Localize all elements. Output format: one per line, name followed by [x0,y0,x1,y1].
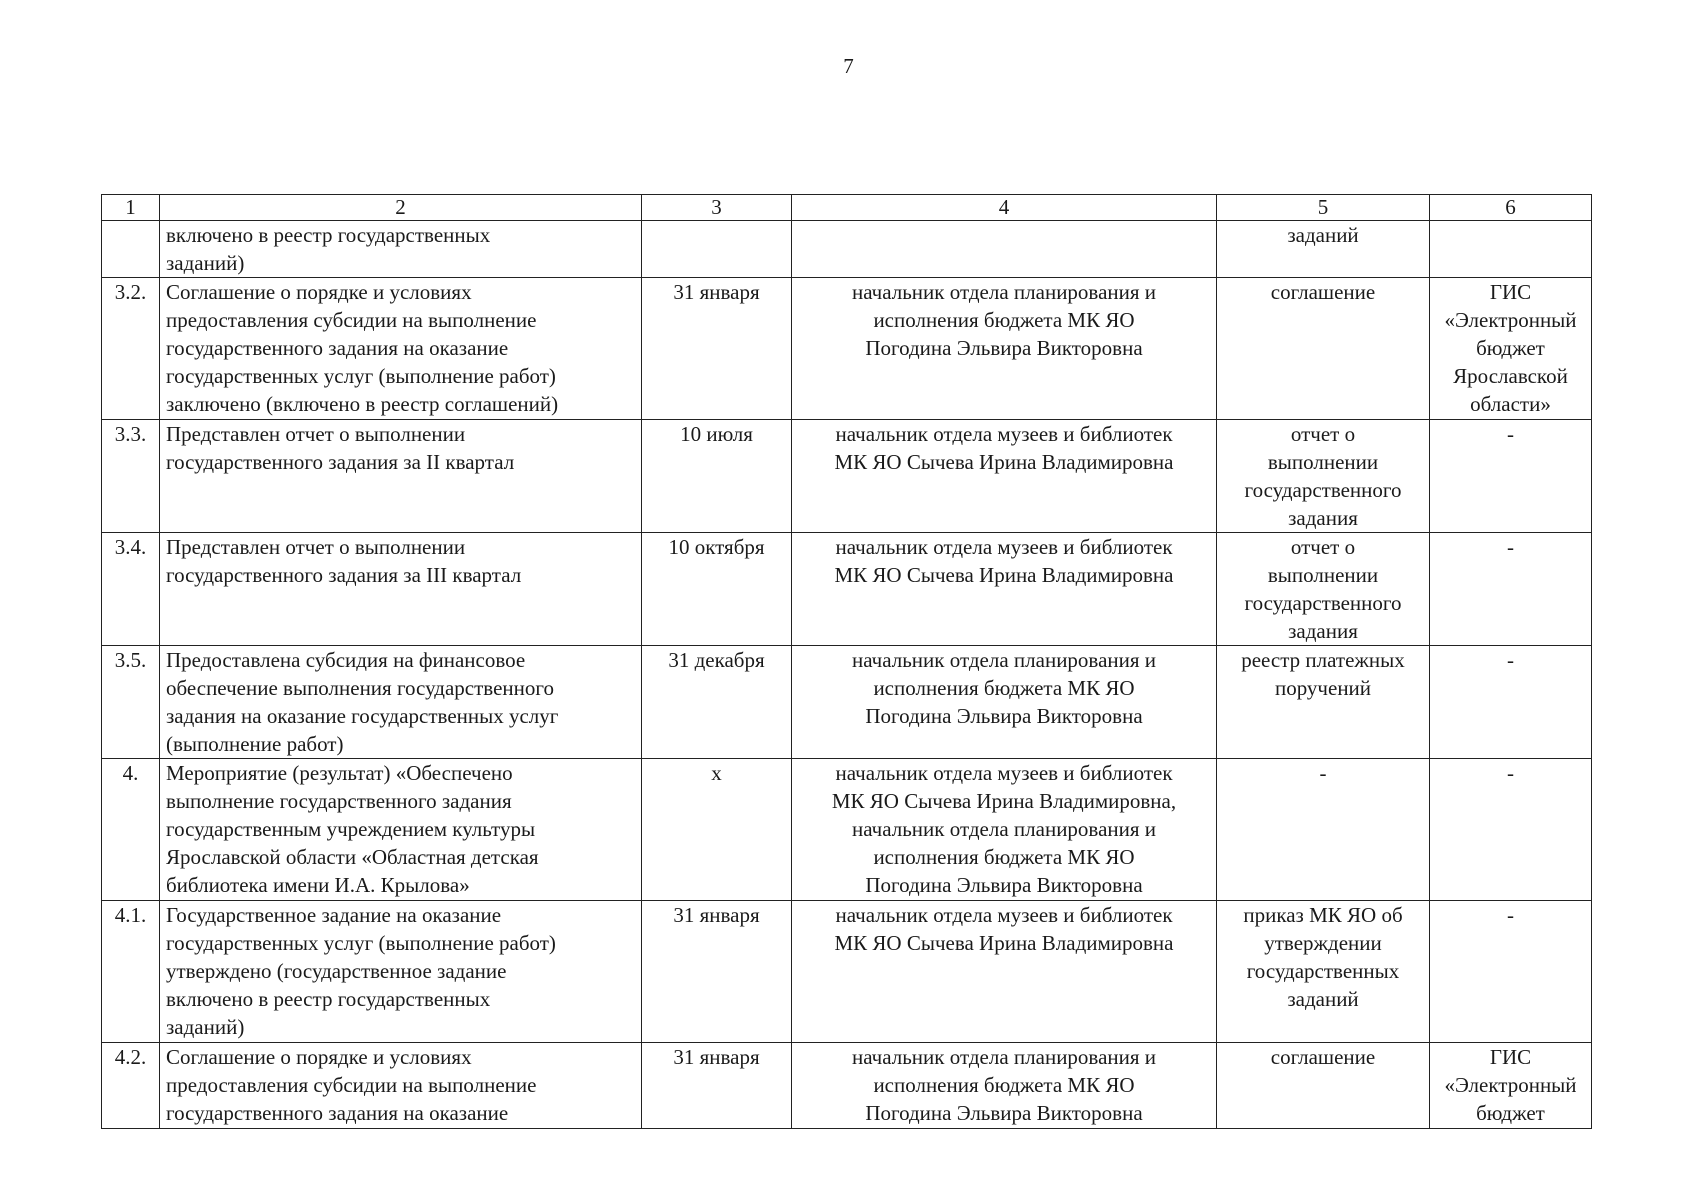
row-info-system [1430,221,1592,278]
row-description: Предоставлена субсидия на финансовое обеспечение выполнения государственного задания на оказание государственных услуг (выполнение работ) [160,646,642,759]
column-header: 6 [1430,195,1592,221]
row-responsible: начальник отдела музеев и библиотек МК ЯО Сычева Ирина Владимировна [792,533,1217,646]
row-number: 3.4. [102,533,160,646]
column-header: 5 [1217,195,1430,221]
table-header-row [102,195,1592,221]
column-header: 1 [102,195,160,221]
row-document: заданий [1217,221,1430,278]
row-number: 3.5. [102,646,160,759]
row-document: соглашение [1217,1043,1430,1129]
row-document: реестр платежных поручений [1217,646,1430,759]
row-info-system: ГИС «Электронный бюджет Ярославской области» [1430,278,1592,420]
column-header: 3 [642,195,792,221]
row-deadline: 10 июля [642,420,792,533]
table-row [102,533,1592,646]
row-description: Представлен отчет о выполнении государственного задания за II квартал [160,420,642,533]
row-number: 4.2. [102,1043,160,1129]
row-document: соглашение [1217,278,1430,420]
row-document: отчет о выполнении государственного задания [1217,420,1430,533]
row-responsible: начальник отдела музеев и библиотек МК ЯО Сычева Ирина Владимировна [792,420,1217,533]
row-description: Мероприятие (результат) «Обеспечено выполнение государственного задания государственным учреждением культуры Ярославской области «Областная детская библиотека имени И.А. Крылова» [160,759,642,901]
row-responsible: начальник отдела музеев и библиотек МК ЯО Сычева Ирина Владимировна [792,901,1217,1043]
row-number [102,221,160,278]
row-description: Представлен отчет о выполнении государственного задания за III квартал [160,533,642,646]
row-description: Государственное задание на оказание государственных услуг (выполнение работ) утверждено (государственное задание включено в реестр государственных заданий) [160,901,642,1043]
row-deadline: 31 января [642,1043,792,1129]
row-document: приказ МК ЯО об утверждении государственных заданий [1217,901,1430,1043]
row-info-system: - [1430,420,1592,533]
row-deadline [642,221,792,278]
row-deadline: 10 октября [642,533,792,646]
row-number: 4.1. [102,901,160,1043]
row-deadline: х [642,759,792,901]
column-header: 2 [160,195,642,221]
row-deadline: 31 января [642,901,792,1043]
row-info-system: - [1430,901,1592,1043]
row-info-system: - [1430,533,1592,646]
row-responsible [792,221,1217,278]
row-deadline: 31 декабря [642,646,792,759]
page-number: 7 [843,54,854,78]
table-row [102,901,1592,1043]
row-responsible: начальник отдела планирования и исполнения бюджета МК ЯО Погодина Эльвира Викторовна [792,646,1217,759]
row-info-system: - [1430,759,1592,901]
activity-plan-table [101,194,1592,1129]
row-deadline: 31 января [642,278,792,420]
row-responsible: начальник отдела планирования и исполнения бюджета МК ЯО Погодина Эльвира Викторовна [792,1043,1217,1129]
row-document: отчет о выполнении государственного задания [1217,533,1430,646]
row-number: 4. [102,759,160,901]
row-responsible: начальник отдела музеев и библиотек МК ЯО Сычева Ирина Владимировна, начальник отдела планирования и исполнения бюджета МК ЯО Погодина Эльвира Викторовна [792,759,1217,901]
row-info-system: ГИС «Электронный бюджет [1430,1043,1592,1129]
table-row [102,420,1592,533]
table-row [102,646,1592,759]
table-row [102,759,1592,901]
row-responsible: начальник отдела планирования и исполнения бюджета МК ЯО Погодина Эльвира Викторовна [792,278,1217,420]
row-number: 3.3. [102,420,160,533]
row-description: включено в реестр государственных заданий) [160,221,642,278]
column-header: 4 [792,195,1217,221]
row-description: Соглашение о порядке и условиях предоставления субсидии на выполнение государственного задания на оказание [160,1043,642,1129]
row-info-system: - [1430,646,1592,759]
row-number: 3.2. [102,278,160,420]
table-row [102,278,1592,420]
table-row [102,1043,1592,1129]
table-row [102,221,1592,278]
row-document: - [1217,759,1430,901]
row-description: Соглашение о порядке и условиях предоставления субсидии на выполнение государственного задания на оказание государственных услуг (выполнение работ) заключено (включено в реестр соглашений) [160,278,642,420]
